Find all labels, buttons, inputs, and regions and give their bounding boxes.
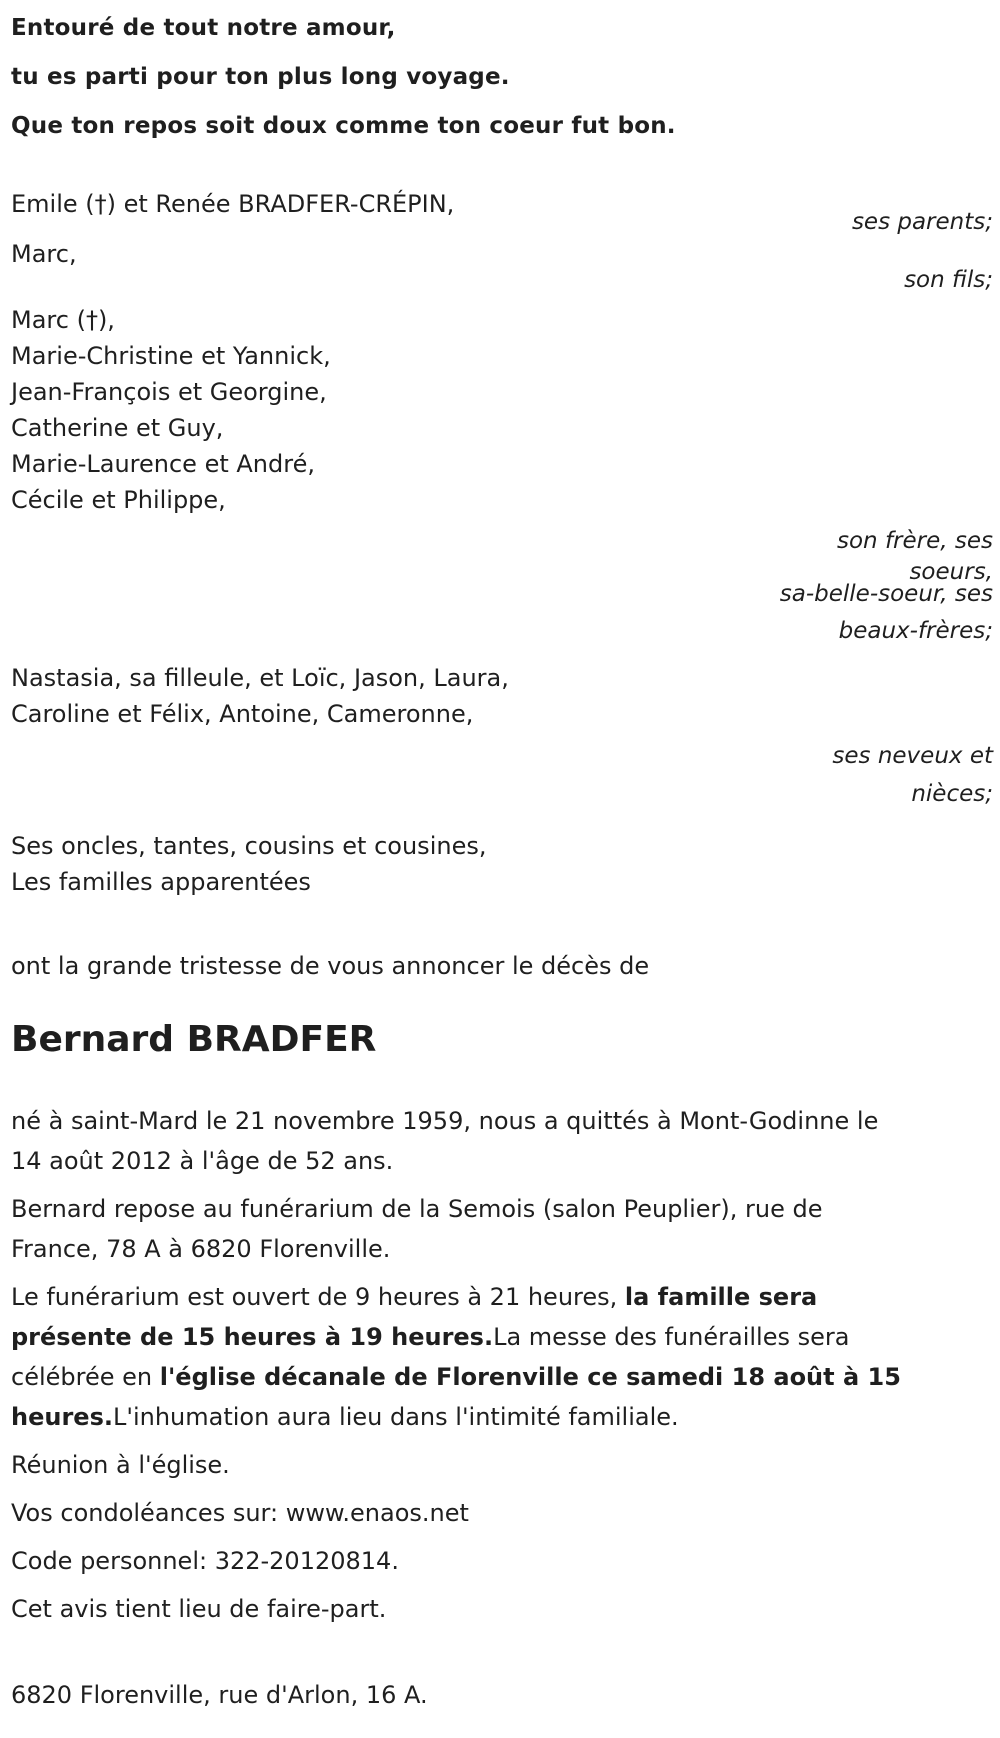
relation-label: sa-belle-soeur, ses — [779, 581, 993, 607]
announcement-text: ont la grande tristesse de vous annoncer le décès de — [11, 952, 650, 980]
intro-verse — [11, 4, 993, 151]
family-name-line: Marc, — [11, 240, 77, 268]
hours-text: Le funérarium est ouvert de 9 heures à 21 heures, — [11, 1283, 625, 1311]
obituary-page — [11, 0, 993, 1715]
intro-line: Que ton repos soit doux comme ton coeur fut bon. — [11, 113, 676, 139]
family-name-line: Nastasia, sa filleule, et Loïc, Jason, Laura, — [11, 664, 509, 692]
family-name-line: Marie-Christine et Yannick, — [11, 342, 331, 370]
details-section — [11, 1101, 993, 1629]
family-list — [11, 184, 993, 902]
family-name-line: Emile (†) et Renée BRADFER-CRÉPIN, — [11, 190, 455, 218]
family-name-line: Catherine et Guy, — [11, 414, 224, 442]
deceased-name: Bernard BRADFER — [11, 1019, 377, 1060]
family-name-line: Jean-François et Georgine, — [11, 378, 327, 406]
family-name-line: Caroline et Félix, Antoine, Cameronne, — [11, 700, 474, 728]
family-address: 6820 Florenville, rue d'Arlon, 16 A. — [11, 1681, 428, 1709]
family-name-line: Marc (†), — [11, 306, 115, 334]
relation-label: son fils; — [904, 267, 993, 293]
family-name-line: Ses oncles, tantes, cousins et cousines, — [11, 832, 487, 860]
relation-label: soeurs, — [909, 559, 993, 585]
relation-label: nièces; — [911, 781, 993, 807]
repose-paragraph: Bernard repose au funérarium de la Semois (salon Peuplier), rue de France, 78 A à 6820 Florenville. — [11, 1195, 823, 1263]
mass-text: La messe des funérailles sera célébrée en — [11, 1323, 850, 1391]
family-group-siblings — [11, 300, 993, 658]
family-group-others — [11, 826, 993, 902]
relation-label: son frère, ses — [837, 528, 993, 554]
meeting-paragraph: Réunion à l'église. — [11, 1451, 230, 1479]
notice-paragraph: Cet avis tient lieu de faire-part. — [11, 1595, 387, 1623]
birth-death-paragraph: né à saint-Mard le 21 novembre 1959, nous a quittés à Mont-Godinne le 14 août 2012 à l'âge de 52 ans. — [11, 1107, 879, 1175]
family-name-line: Les familles apparentées — [11, 868, 311, 896]
arrangements-paragraph — [11, 1277, 931, 1437]
relation-label: beaux-frères; — [838, 618, 993, 644]
family-name-line: Cécile et Philippe, — [11, 486, 226, 514]
intro-line: tu es parti pour ton plus long voyage. — [11, 64, 510, 90]
burial-text: L'inhumation aura lieu dans l'intimité familiale. — [112, 1403, 679, 1431]
family-group-nephews — [11, 658, 993, 812]
code-paragraph: Code personnel: 322-20120814. — [11, 1547, 399, 1575]
family-name-line: Marie-Laurence et André, — [11, 450, 315, 478]
relation-label: ses parents; — [851, 209, 993, 235]
family-group-son — [11, 234, 993, 300]
church-text: l'église décanale de Florenville ce samedi 18 août à 15 heures. — [11, 1363, 901, 1431]
relation-label: ses neveux et — [832, 743, 993, 769]
family-presence-text: la famille sera présente de 15 heures à 19 heures. — [11, 1283, 818, 1351]
intro-line: Entouré de tout notre amour, — [11, 15, 396, 41]
condolences-paragraph: Vos condoléances sur: www.enaos.net — [11, 1499, 469, 1527]
